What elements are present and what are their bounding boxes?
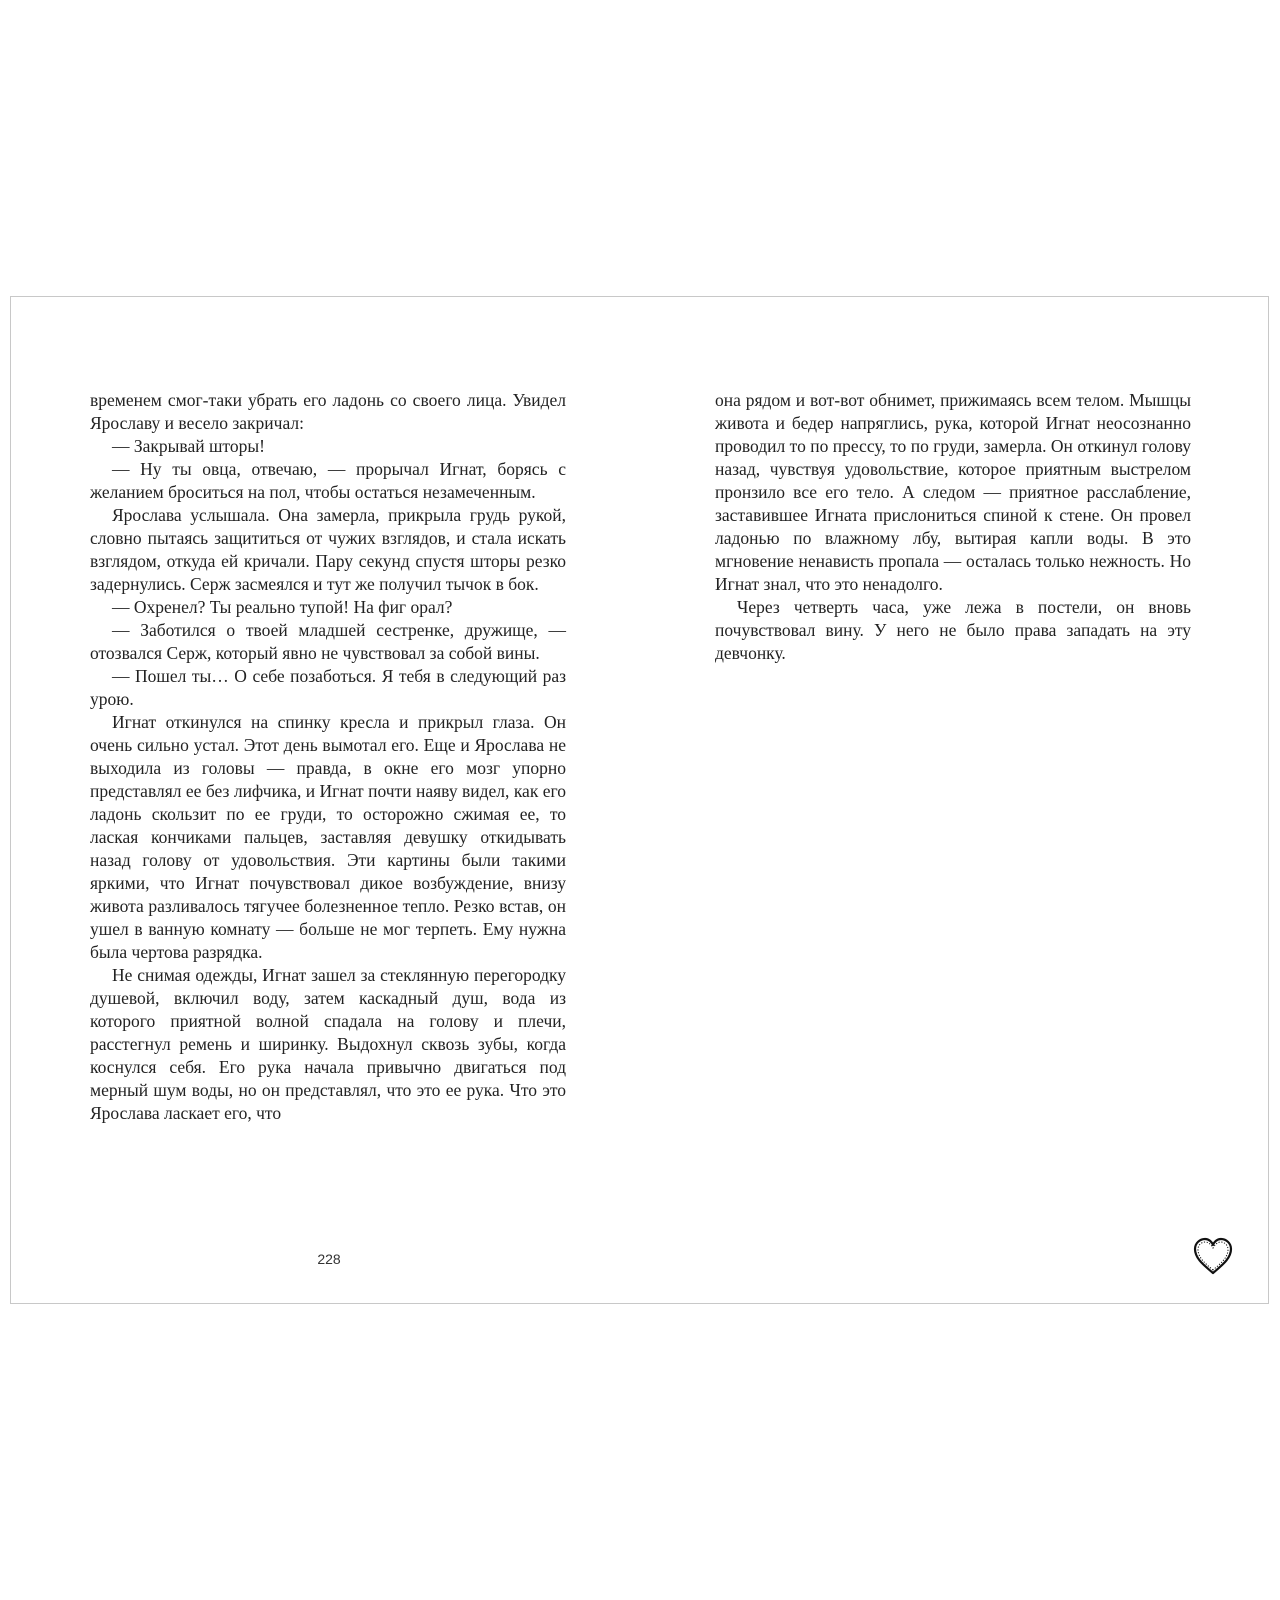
heart-icon [1191, 1235, 1235, 1277]
paragraph: — Пошел ты… О себе позаботься. Я тебя в следующий раз урою. [90, 666, 566, 709]
paragraph: временем смог-таки убрать его ладонь со своего лица. Увидел Ярославу и весело закричал: [90, 390, 566, 433]
paragraph: она рядом и вот-вот обнимет, прижимаясь всем телом. Мышцы живота и бедер напряглись, рука, которой Игнат неосознанно проводил то по прессу, то по груди, замерла. Он откинул голову назад, чувствуя удовольствие, которое приятным выстрелом пронзило все его тело. А следом — приятное расслабление, заставившее Игната прислониться спиной к стене. Он провел ладонью по влажному лбу, вытирая капли воды. В это мгновение ненависть пропала — осталась только нежность. Но Игнат знал, что это ненадолго. [715, 390, 1191, 594]
paragraph: — Охренел? Ты реально тупой! На фиг орал? [112, 597, 453, 617]
paragraph: Через четверть часа, уже лежа в постели, он вновь почувствовал вину. У него не было права западать на эту девчонку. [715, 597, 1191, 663]
book-spread [10, 296, 1269, 1304]
paragraph: Ярослава услышала. Она замерла, прикрыла грудь рукой, словно пытаясь защититься от чужих взглядов, и стала искать взглядом, откуда ей кричали. Пару секунд спустя шторы резко задернулись. Серж засмеялся и тут же получил тычок в бок. [90, 505, 566, 594]
paragraph: — Ну ты овца, отвечаю, — прорычал Игнат, борясь с желанием броситься на пол, чтобы остаться незамеченным. [90, 459, 566, 502]
paragraph: — Закрывай шторы! [112, 436, 265, 456]
left-page-text [90, 389, 566, 1125]
right-page-text [715, 389, 1191, 665]
paragraph: Не снимая одежды, Игнат зашел за стеклянную перегородку душевой, включил воду, затем каскадный душ, вода из которого приятной волной спадала на голову и плечи, расстегнул ремень и ширинку. Выдохнул сквозь зубы, когда коснулся себя. Его рука начала привычно двигаться под мерный шум воды, но он представлял, что это ее рука. Что это Ярослава ласкает его, что [90, 965, 566, 1123]
paragraph: Игнат откинулся на спинку кресла и прикрыл глаза. Он очень сильно устал. Этот день вымотал его. Еще и Ярослава не выходила из головы — правда, в окне его мозг упорно представлял ее без лифчика, и Игнат почти наяву видел, как его ладонь скользит по ее груди, то осторожно сжимая ее, то лаская кончиками пальцев, заставляя девушку откидывать назад голову от удовольствия. Эти картины были такими яркими, что Игнат почувствовал дикое возбуждение, внизу живота разливалось тягучее болезненное тепло. Резко встав, он ушел в ванную комнату — больше не мог терпеть. Ему нужна была чертова разрядка. [90, 712, 566, 962]
page-number: 228 [317, 1251, 341, 1267]
paragraph: — Заботился о твоей младшей сестренке, дружище, — отозвался Серж, который явно не чувствовал за собой вины. [90, 620, 566, 663]
